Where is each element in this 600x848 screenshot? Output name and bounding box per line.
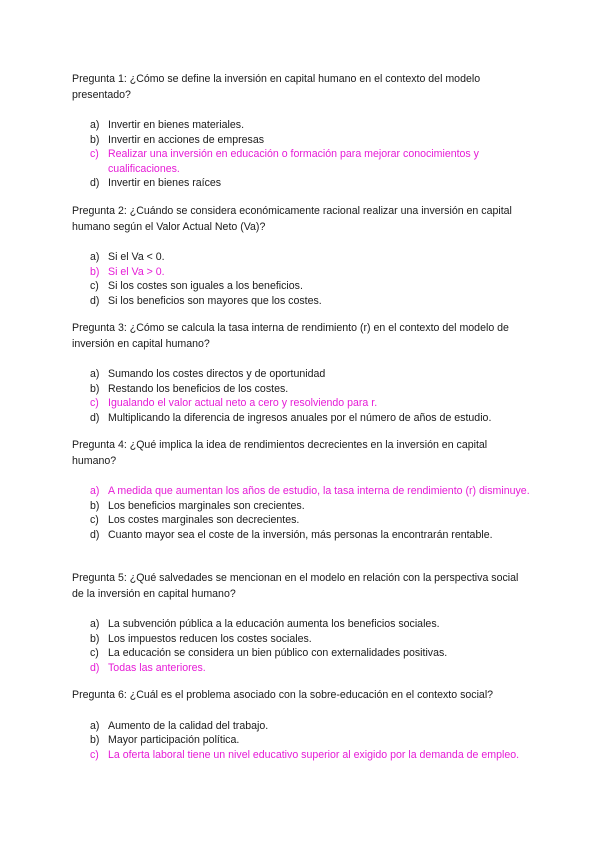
question-text: Pregunta 5: ¿Qué salvedades se mencionan en el modelo en relación con la perspectiva social de la inversión en capital humano? [72,572,519,600]
answer-option: c) Los costes marginales son decrecientes. [90,514,300,526]
answer-options [72,250,532,308]
question-text: Pregunta 6: ¿Cuál es el problema asociado con la sobre-educación en el contexto social? [72,689,494,701]
answer-option: c) Si los costes son iguales a los beneficios. [90,280,303,292]
answer-options [72,118,532,191]
answer-option: d) Si los beneficios son mayores que los costes. [90,294,322,307]
answer-option: d) Multiplicando la diferencia de ingresos anuales por el número de años de estudio. [90,411,492,424]
question-4 [72,438,532,542]
question-6 [72,688,532,762]
answer-options [72,367,532,425]
answer-option: a) Sumando los costes directos y de oportunidad [90,368,326,380]
answer-options [72,484,532,542]
answer-option: a) Invertir en bienes materiales. [90,119,245,131]
answer-option-correct: c) La oferta laboral tiene un nivel educativo superior al exigido por la demanda de empleo. [90,748,520,761]
question-2 [72,204,532,308]
question-text: Pregunta 2: ¿Cuándo se considera económicamente racional realizar una inversión en capital humano según el Valor Actual Neto (Va)? [72,205,512,233]
question-text: Pregunta 3: ¿Cómo se calcula la tasa interna de rendimiento (r) en el contexto del modelo de inversión en capital humano? [72,322,509,350]
answer-option-correct: b) Si el Va > 0. [90,265,165,278]
answer-option-correct: c) Realizar una inversión en educación o formación para mejorar conocimientos y cualificaciones. [90,148,479,175]
answer-option: c) La educación se considera un bien público con externalidades positivas. [90,647,448,659]
answer-option: a) La subvención pública a la educación aumenta los beneficios sociales. [90,618,440,630]
answer-option: a) Aumento de la calidad del trabajo. [90,719,269,732]
question-text: Pregunta 1: ¿Cómo se define la inversión en capital humano en el contexto del modelo presentado? [72,73,481,101]
answer-option: b) Los beneficios marginales son crecientes. [90,499,305,512]
answer-option: d) Invertir en bienes raíces [90,177,222,189]
answer-option: b) Mayor participación política. [90,734,240,746]
answer-options [72,719,532,763]
answer-option-correct: d) Todas las anteriores. [90,661,206,674]
question-text: Pregunta 4: ¿Qué implica la idea de rendimientos decrecientes en la inversión en capital humano? [72,439,488,467]
question-5 [72,571,532,675]
answer-option: d) Cuanto mayor sea el coste de la inversión, más personas la encontrarán rentable. [90,528,493,541]
question-1 [72,72,532,191]
answer-option: b) Restando los beneficios de los costes. [90,382,289,395]
answer-option: b) Los impuestos reducen los costes sociales. [90,632,312,645]
answer-option: a) Si el Va < 0. [90,251,165,263]
answer-options [72,617,532,675]
answer-option-correct: c) Igualando el valor actual neto a cero y resolviendo para r. [90,397,378,409]
answer-option: b) Invertir en acciones de empresas [90,133,265,146]
answer-option-correct: a) A medida que aumentan los años de estudio, la tasa interna de rendimiento (r) disminuye. [90,485,530,497]
question-3 [72,321,532,425]
